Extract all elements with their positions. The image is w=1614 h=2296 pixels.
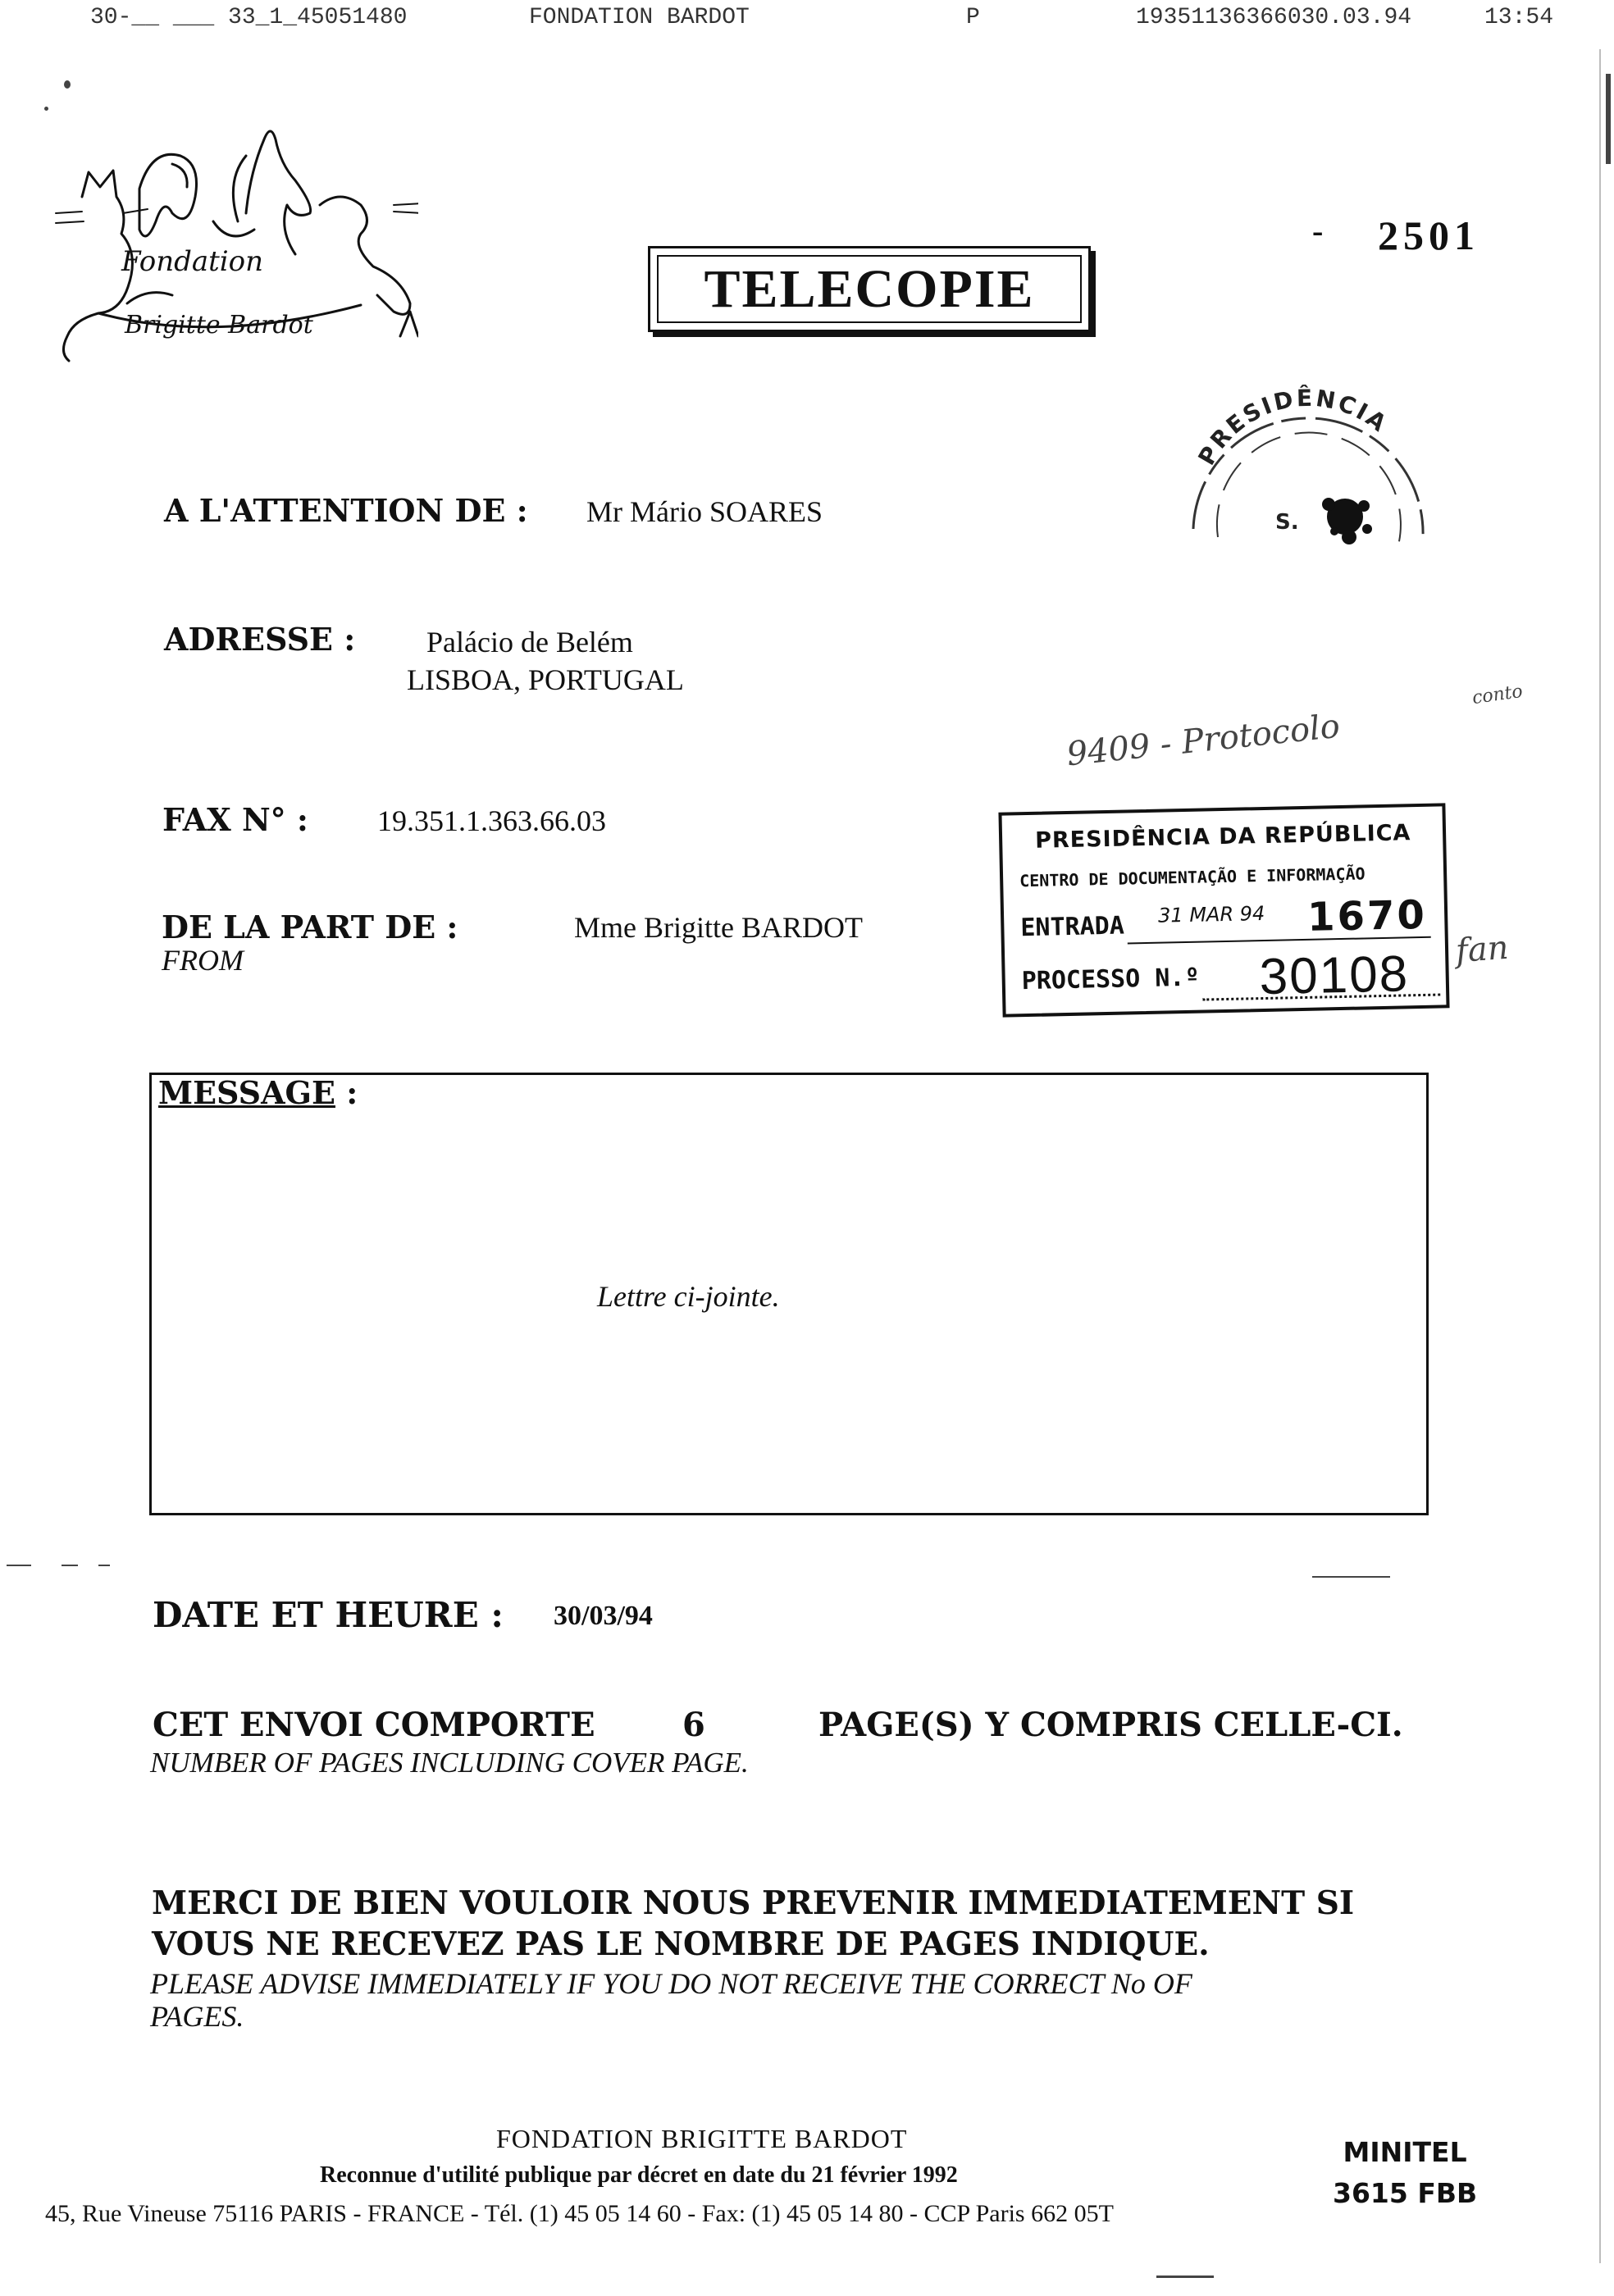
scan-edge-line bbox=[1599, 49, 1601, 2263]
attention-value: Mr Mário SOARES bbox=[586, 495, 823, 528]
seal-emblem-icon bbox=[1322, 498, 1372, 544]
notice-french-line-2: VOUS NE RECEVEZ PAS LE NOMBRE DE PAGES INDIQUE. bbox=[152, 1925, 1210, 1963]
stamp-entrada-label: ENTRADA bbox=[1020, 911, 1125, 943]
fax-header-page-marker: P bbox=[966, 5, 980, 30]
speck-mark bbox=[44, 107, 48, 111]
speck-mark bbox=[64, 80, 71, 89]
stamp-processo-label: PROCESSO N.º bbox=[1021, 963, 1200, 996]
message-label-colon: : bbox=[346, 1074, 358, 1111]
footer-decree: Reconnue d'utilité publique par décret en date du 21 février 1992 bbox=[320, 2162, 958, 2188]
margin-dash bbox=[98, 1565, 110, 1566]
pages-english: NUMBER OF PAGES INCLUDING COVER PAGE. bbox=[150, 1747, 749, 1779]
seal-mark: S. bbox=[1275, 510, 1299, 535]
footer-minitel bbox=[1333, 2132, 1477, 2213]
presidency-seal bbox=[1144, 373, 1472, 652]
registration-stamp bbox=[998, 803, 1449, 1017]
fondation-logo bbox=[49, 90, 418, 369]
handwritten-initials: fan bbox=[1454, 928, 1510, 971]
fax-header-right-code: 19351136366030.03.94 bbox=[1136, 5, 1412, 30]
title-box bbox=[648, 246, 1091, 332]
margin-dash bbox=[1312, 1576, 1390, 1578]
attention-label: A L'ATTENTION DE : bbox=[164, 492, 528, 529]
sender-label: DE LA PART DE : bbox=[162, 909, 458, 945]
fax-number-label: FAX N° : bbox=[162, 801, 308, 838]
doc-number-dash: ‑ bbox=[1312, 212, 1324, 249]
sender-value: Mme Brigitte BARDOT bbox=[574, 911, 863, 944]
svg-text:PRESIDÊNCIA bbox=[1192, 384, 1393, 470]
fax-header-sender: FONDATION BARDOT bbox=[529, 5, 750, 30]
message-label bbox=[158, 1074, 358, 1111]
fax-header-time: 13:54 bbox=[1484, 5, 1554, 30]
footer-address: 45, Rue Vineuse 75116 PARIS - FRANCE - Tél. (1) 45 05 14 60 - Fax: (1) 45 05 14 80 - CCP Paris 662 05T bbox=[45, 2200, 1114, 2227]
footer-foundation-name: FONDATION BRIGITTE BARDOT bbox=[496, 2124, 908, 2153]
stamp-line-centro: CENTRO DE DOCUMENTAÇÃO E INFORMAÇÃO bbox=[1019, 863, 1366, 891]
date-label: DATE ET HEURE : bbox=[153, 1595, 504, 1635]
pages-prefix: CET ENVOI COMPORTE bbox=[153, 1706, 595, 1744]
seal-text: PRESIDÊNCIA bbox=[1192, 384, 1393, 470]
notice-french-line-1: MERCI DE BIEN VOULOIR NOUS PREVENIR IMMEDIATEMENT SI bbox=[152, 1884, 1355, 1922]
logo-text-fondation: Fondation bbox=[121, 245, 264, 278]
address-label: ADRESSE : bbox=[164, 621, 356, 658]
minitel-label: MINITEL bbox=[1343, 2136, 1467, 2168]
message-label-text: MESSAGE bbox=[158, 1074, 335, 1111]
message-text: Lettre ci-jointe. bbox=[597, 1280, 780, 1313]
fax-number-value: 19.351.1.363.66.03 bbox=[377, 804, 606, 837]
message-box bbox=[149, 1073, 1429, 1515]
margin-dash bbox=[7, 1565, 31, 1566]
handwritten-note-conto: conto bbox=[1470, 681, 1525, 709]
date-value: 30/03/94 bbox=[554, 1601, 653, 1631]
sender-label-english: FROM bbox=[162, 944, 244, 977]
minitel-code: 3615 FBB bbox=[1333, 2176, 1478, 2209]
stamp-entrada-number: 1670 bbox=[1306, 891, 1428, 941]
notice-english-line-2: PAGES. bbox=[150, 2000, 244, 2033]
fax-header-code: 30-__ ___ 33_1_45051480 bbox=[90, 5, 408, 30]
fax-transmission-header bbox=[90, 5, 1558, 34]
page-title: TELECOPIE bbox=[704, 258, 1035, 319]
pages-count: 6 bbox=[682, 1706, 705, 1744]
stamp-entrada-date: 31 MAR 94 bbox=[1157, 901, 1265, 927]
scan-edge-mark bbox=[1606, 74, 1611, 164]
document-number: 2501 bbox=[1378, 212, 1480, 258]
margin-dash bbox=[62, 1565, 78, 1566]
logo-text-brigitte-bardot: Brigitte Bardot bbox=[125, 311, 313, 339]
handwritten-note-protocol: 9409 - Protocolo bbox=[1065, 707, 1342, 774]
stamp-entrada-rule bbox=[1128, 936, 1431, 945]
stamp-processo-number: 30108 bbox=[1258, 945, 1410, 1006]
address-line-2: LISBOA, PORTUGAL bbox=[407, 663, 684, 696]
stamp-line-presidencia: PRESIDÊNCIA DA REPÚBLICA bbox=[1034, 820, 1411, 854]
bottom-edge-mark bbox=[1156, 2276, 1214, 2278]
notice-english-line-1: PLEASE ADVISE IMMEDIATELY IF YOU DO NOT RECEIVE THE CORRECT No OF bbox=[150, 1967, 1192, 2000]
address-line-1: Palácio de Belém bbox=[426, 626, 633, 658]
pages-suffix: PAGE(S) Y COMPRIS CELLE-CI. bbox=[818, 1706, 1403, 1744]
